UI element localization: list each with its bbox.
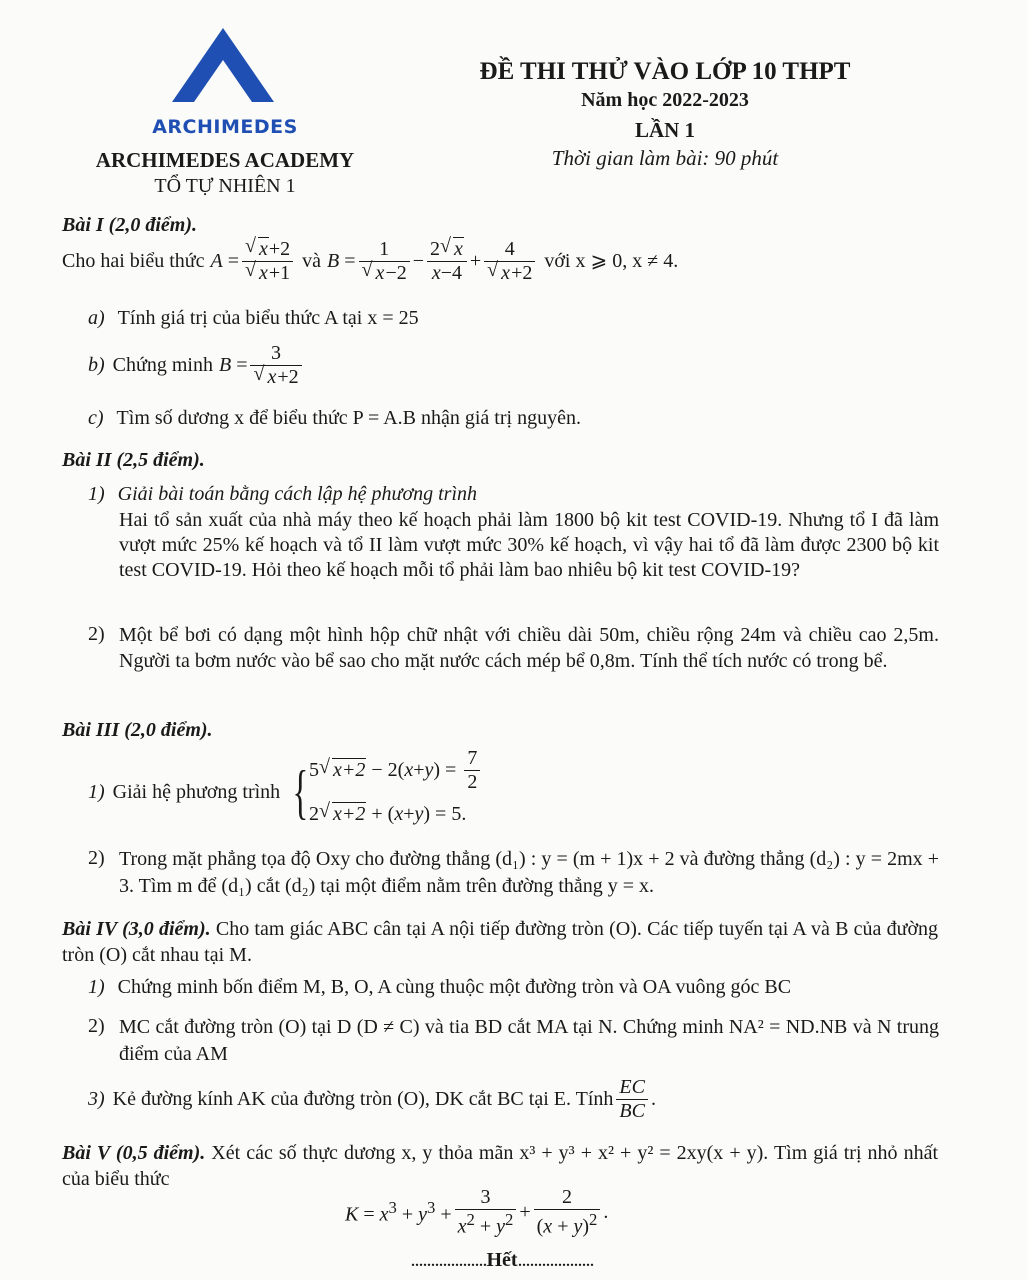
- bai4-q3-text: Kẻ đường kính AK của đường tròn (O), DK cắt BC tại E. Tính: [112, 1088, 614, 1110]
- bai2-q2-label: 2): [88, 623, 105, 645]
- bai2-title: Bài II (2,5 điểm).: [62, 449, 205, 471]
- bai4-q3-label: 3): [88, 1088, 105, 1110]
- fraction-a: √ x+2 √ x+1: [242, 238, 293, 285]
- fraction-b-result: 3 √ x+2: [250, 342, 301, 389]
- qc-text: Tìm số dương x để biểu thức P = A.B nhận giá trị nguyên.: [116, 407, 581, 429]
- fraction-ec-bc: $\frac{EC}{BC}$: [616, 1076, 648, 1123]
- logo-wordmark: ARCHIMEDES: [152, 116, 298, 138]
- expression-k: $K = x^3 + y^3$ + $\frac{3}{x^2 + y^2}$ + $\frac{2}{(x + y)^2}$ .: [345, 1186, 609, 1238]
- bai4-title: Bài IV (3,0 điểm).: [62, 918, 211, 940]
- department-name: TỔ TỰ NHIÊN 1: [154, 175, 296, 197]
- bai3-q2-text: Trong mặt phẳng tọa độ Oxy cho đường thẳng (d₁) : y = (m + 1)x + 2 và đường thẳng (d₂) : y = 2mx + 3. Tìm m để (d₁) cắt (d₂) tại một điểm nằm trên đường thẳng y = x.: [119, 848, 939, 897]
- bai2-q1-heading-row: [88, 482, 477, 507]
- end-marker: ...................Hết...................: [410, 1249, 594, 1271]
- bai2-q2-text: Một bể bơi có dạng một hình hộp chữ nhật với chiều dài 50m, chiều rộng 24m và chiều cao 2,5m. Người ta bơm nước vào bể sao cho mặt nước cách mép bể 0,8m. Tính thể tích nước có trong bể.: [119, 624, 939, 672]
- bai3-q1-label: 1): [88, 780, 105, 803]
- end-text: Hết: [486, 1249, 518, 1271]
- bai1-intro: Cho hai biểu thức: [62, 250, 205, 272]
- bai1-expressions: Cho hai biểu thức A = √ x+2 √ x+1 và B = 1 √ x−2 − $\frac{2√ x}{x-4}$ + 4 √ x+2 với x ⩾ 0, x ≠ 4.: [62, 238, 678, 285]
- bai4-q3: 3) Kẻ đường kính AK của đường tròn (O), DK cắt BC tại E. Tính $\frac{EC}{BC}$ .: [88, 1076, 656, 1122]
- fraction-b2: $\frac{2√ x}{x-4}$: [427, 238, 467, 285]
- bai4-q2-label: 2): [88, 1015, 105, 1037]
- qa-text: Tính giá trị của biểu thức A tại x = 25: [117, 307, 419, 329]
- bai1-question-b: b) Chứng minh B = 3 √ x+2: [88, 342, 305, 389]
- bai1-title: Bài I (2,0 điểm).: [62, 214, 197, 236]
- bai5-text: Xét các số thực dương x, y thỏa mãn x³ + y³ + x² + y² = 2xy(x + y). Tìm giá trị nhỏ nhất của biểu thức: [62, 1142, 939, 1190]
- bai3-q2-label: 2): [88, 847, 105, 869]
- fraction-b3: 4 √ x+2: [484, 238, 535, 285]
- bai1-question-a: [88, 306, 419, 331]
- and-word: và: [302, 250, 322, 272]
- bai4-q2-text: MC cắt đường tròn (O) tại D (D ≠ C) và tia BD cắt MA tại N. Chứng minh NA² = ND.NB và N trung điểm của AM: [119, 1016, 939, 1065]
- bai3-q1: 1) Giải hệ phương trình { 5 √ x+2 − 2( x + y ) = $\frac{7}{2}$ 2 √ x+2 + ( x + y ) = 5.: [88, 748, 483, 836]
- equation-system: 5 √ x+2 − 2( x + y ) = $\frac{7}{2}$ 2 √ x+2 + ( x + y ) = 5.: [309, 748, 483, 836]
- bai4-q1-label: 1): [88, 976, 105, 998]
- bai3-q1-text: Giải hệ phương trình: [112, 780, 281, 803]
- attempt-number: LẦN 1: [634, 118, 696, 142]
- bai3-title: Bài III (2,0 điểm).: [62, 719, 213, 741]
- bai2-q1-label: 1): [88, 483, 105, 505]
- bai5-block: [62, 1140, 938, 1192]
- fraction-b1: 1 √ x−2: [359, 238, 410, 285]
- bai4-intro: Cho tam giác ABC cân tại A nội tiếp đường tròn (O). Các tiếp tuyến tại A và B của đường tròn (O) cắt nhau tại M.: [62, 918, 939, 966]
- bai2-q1-heading: Giải bài toán bằng cách lập hệ phương trình: [117, 483, 478, 505]
- bai1-question-c: [88, 406, 581, 431]
- bai4-intro-block: [62, 916, 938, 968]
- bai4-q1: [88, 975, 791, 1000]
- qc-label: c): [88, 407, 104, 429]
- bai4-q1-text: Chứng minh bốn điểm M, B, O, A cùng thuộc một đường tròn và OA vuông góc BC: [117, 976, 792, 998]
- qb-label: b): [88, 354, 105, 376]
- exam-title: ĐỀ THI THỬ VÀO LỚP 10 THPT: [479, 58, 851, 85]
- school-year: Năm học 2022-2023: [581, 89, 749, 111]
- archimedes-logo-icon: [168, 24, 278, 104]
- qa-label: a): [88, 307, 105, 329]
- school-name: ARCHIMEDES ACADEMY: [95, 148, 355, 172]
- bai2-q1-text: Hai tổ sản xuất của nhà máy theo kế hoạch phải làm 1800 bộ kit test COVID-19. Nhưng tổ I đã làm vượt mức 25% kế hoạch và tổ II làm vượt mức 30% kế hoạch, vì vậy hai tổ đã làm được 2300 bộ kit test COVID-19. Hỏi theo kế hoạch mỗi tổ phải làm bao nhiêu bộ kit test COVID-19?: [119, 509, 939, 581]
- exam-duration: Thời gian làm bài: 90 phút: [551, 146, 779, 170]
- bai1-condition: với x ⩾ 0, x ≠ 4.: [544, 250, 679, 272]
- bai5-title: Bài V (0,5 điểm).: [62, 1142, 206, 1164]
- qb-text: Chứng minh: [112, 354, 213, 376]
